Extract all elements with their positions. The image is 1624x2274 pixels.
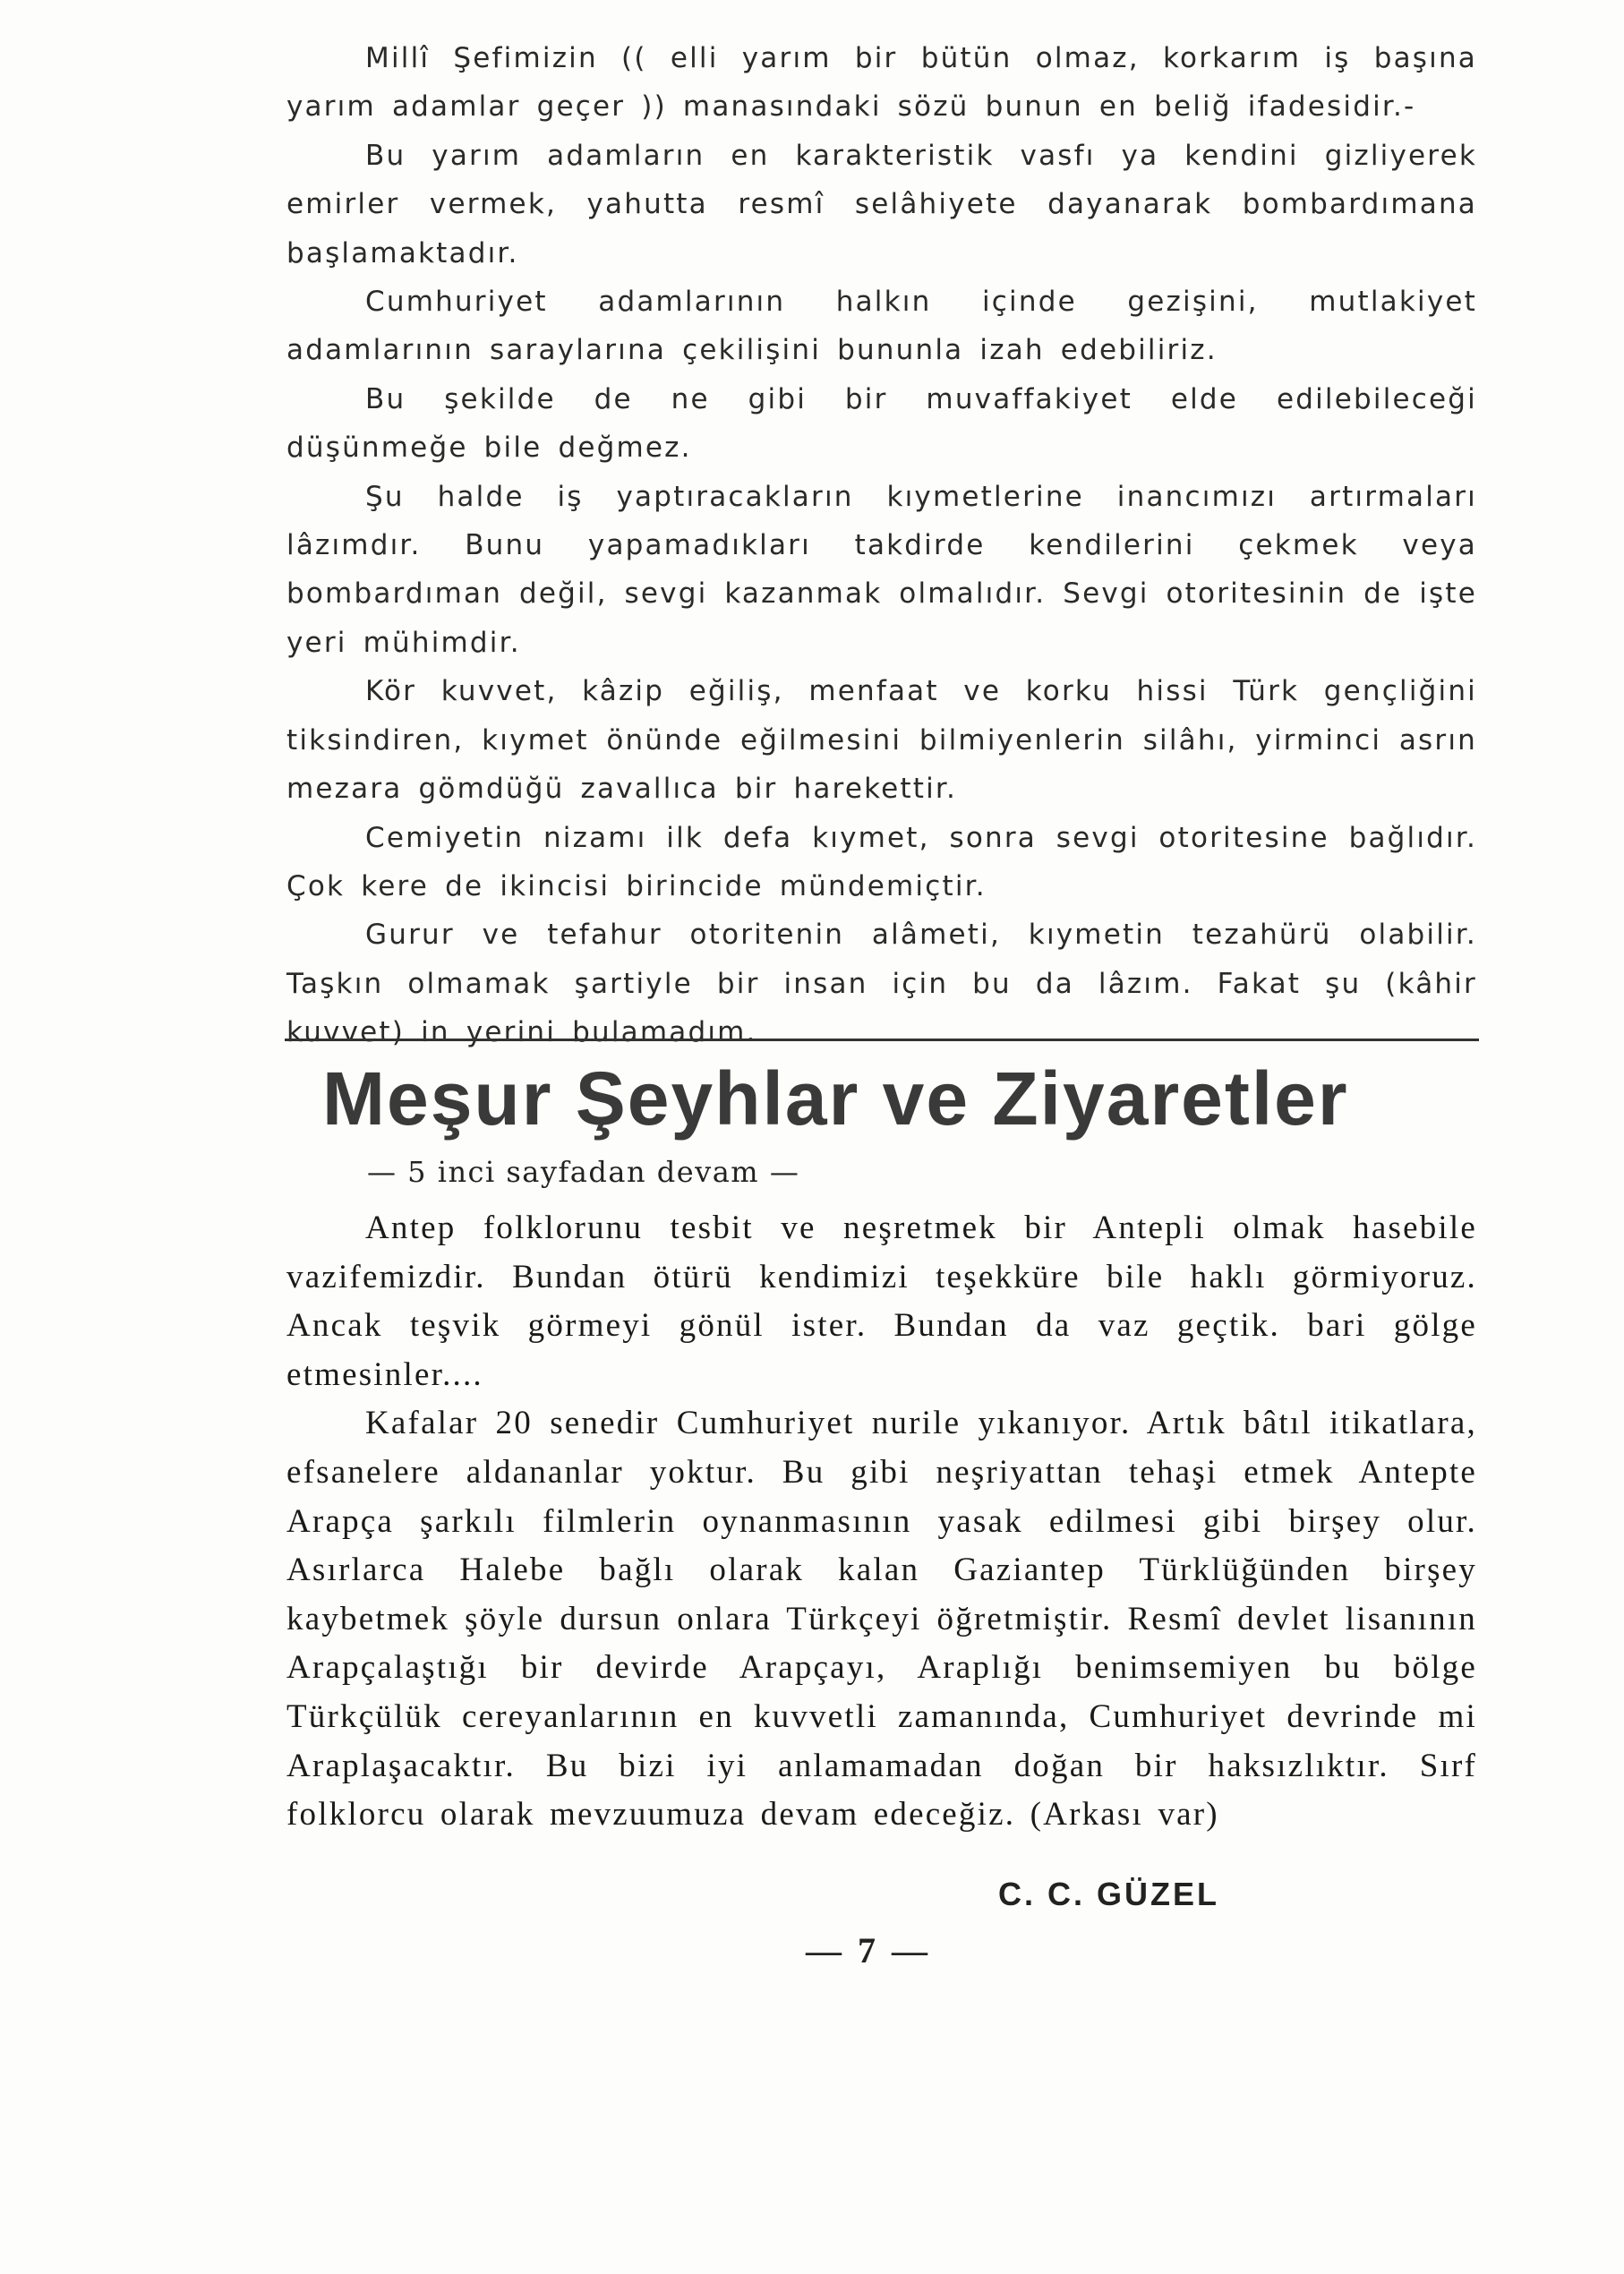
body-paragraph: Bu şekilde de ne gibi bir muvaffakiyet elde edilebileceği düşünmeğe bile değmez. bbox=[286, 382, 1477, 465]
article-headline: Meşur Şeyhlar ve Ziyaretler bbox=[322, 1056, 1349, 1141]
page-number: — 7 — bbox=[806, 1930, 931, 1971]
body-paragraph: Şu halde iş yaptıracakların kıymetlerine inancımızı artırmaları lâzımdır. Bunu yapamadıkları takdirde kendilerini çekmek veya bombardıman değil, sevgi kazanmak olmalıdır. Sevgi otoritesinin de işte yeri mühimdir. bbox=[286, 480, 1477, 659]
section-divider bbox=[285, 1039, 1479, 1041]
continued-note: — 5 inci sayfadan devam — bbox=[367, 1155, 800, 1189]
body-paragraph: Cumhuriyet adamlarının halkın içinde gezişini, mutlakiyet adamlarının saraylarına çekilişini bununla izah edebiliriz. bbox=[286, 286, 1477, 367]
article-paragraph: Antep folklorunu tesbit ve neşretmek bir Antepli olmak hasebile vazifemizdir. Bundan ötürü kendimizi teşekküre bile haklı görmiyoruz. Ancak teşvik görmeyi gönül ister. Bundan da vaz geçtik. bari gölge etmesinler.... bbox=[286, 1210, 1477, 1393]
body-paragraph: Millî Şefimizin (( elli yarım bir bütün olmaz, korkarım iş başına yarım adamlar geçer )) manasındaki sözü bunun en beliğ ifadesidir.- bbox=[286, 42, 1477, 124]
body-paragraph: Kör kuvvet, kâzip eğiliş, menfaat ve korku hissi Türk gençliğini tiksindiren, kıymet önünde eğilmesini bilmiyenlerin silâhı, yirminci asrın mezara gömdüğü zavallıca bir harekettir. bbox=[286, 675, 1477, 806]
author-signature: C. C. GÜZEL bbox=[998, 1876, 1219, 1912]
body-paragraph: Cemiyetin nizamı ilk defa kıymet, sonra sevgi otoritesine bağlıdır. Çok kere de ikincisi birincide mündemiçtir. bbox=[286, 821, 1477, 902]
article-body bbox=[286, 1204, 1477, 1840]
article-paragraph: Kafalar 20 senedir Cumhuriyet nurile yıkanıyor. Artık bâtıl itikatlara, efsanelere aldananlar yoktur. Bu gibi neşriyattan tehaşi etmek Antepte Arapça şarkılı filmlerin oynanmasının yasak edilmesi gibi birşey olur. Asırlarca Halebe bağlı olarak kalan Gaziantep Türklüğünden birşey kaybetmek şöyle dursun onlara Türkçeyi öğretmiştir. Resmî devlet lisanının Arapçalaştığı bir devirde Arapçayı, Araplığı benimsemiyen bu bölge Türkçülük cereyanlarının en kuvvetli zamanında, Cumhuriyet devrinde mi Araplaşacaktır. Bu bizi iyi anlamamadan doğan bir haksızlıktır. Sırf folklorcu olarak mevzuumuza devam edeceğiz. (Arkası var) bbox=[286, 1405, 1477, 1834]
body-paragraph: Gurur ve tefahur otoritenin alâmeti, kıymetin tezahürü olabilir. Taşkın olmamak şartiyle bir insan için bu da lâzım. Fakat şu (kâhir kuvvet) in yerini bulamadım. bbox=[286, 919, 1477, 1049]
opening-section bbox=[286, 34, 1477, 1057]
body-paragraph: Bu yarım adamların en karakteristik vasfı ya kendini gizliyerek emirler vermek, yahutta resmî selâhiyete dayanarak bombardımana başlamaktadır. bbox=[286, 139, 1477, 269]
